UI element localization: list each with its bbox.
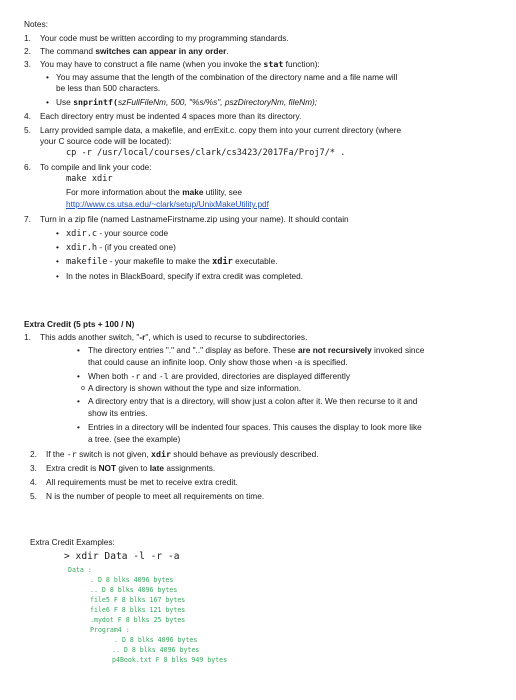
notes-item-5-line-2: your C source code will be located): <box>40 136 172 146</box>
extra-bullet-2: • When both -r and -l are provided, directories are displayed differently <box>77 371 350 381</box>
extra-bullet-1: • The directory entries "." and ".." display as before. These are not recursively invoked since <box>77 345 425 355</box>
notes-item-4 <box>24 111 302 122</box>
extra-item-4 <box>30 477 238 488</box>
notes-item-6 <box>24 162 152 173</box>
output-line: . D 8 blks 4096 bytes <box>90 576 174 584</box>
notes-item-4-number: 4. <box>24 111 31 121</box>
extra-item-3-text: Extra credit is NOT given to late assignments. <box>46 463 216 473</box>
extra-item-4-text: All requirements must be met to receive extra credit. <box>46 477 238 487</box>
notes-item-1 <box>24 33 289 44</box>
extra-item-5 <box>30 491 265 502</box>
extra-item-3-number: 3. <box>30 463 37 473</box>
example-prompt: > xdir Data -l -r -a <box>64 551 180 562</box>
copy-command: cp -r /usr/local/courses/clark/cs3423/2017Fa/Proj7/* . <box>66 148 346 158</box>
extra-bullet-4-line-2: a tree. (see the example) <box>88 434 181 444</box>
notes-item-6-number: 6. <box>24 162 31 172</box>
extra-item-2-text: If the -r switch is not given, xdir should behave as previously described. <box>46 449 319 459</box>
output-line: Program4 : <box>90 626 130 634</box>
output-line: .. D 8 blks 4096 bytes <box>112 646 200 654</box>
notes-item-2-number: 2. <box>24 46 31 56</box>
extra-item-1 <box>24 332 308 343</box>
bullet-icon: • <box>46 72 49 82</box>
notes-item-1-number: 1. <box>24 33 31 43</box>
extra-item-1-text: This adds another switch, "-r", which is used to recurse to subdirectories. <box>40 332 308 342</box>
output-line: .mydot F 8 blks 25 bytes <box>90 616 186 624</box>
notes-item-4-text: Each directory entry must be indented 4 spaces more than its directory. <box>40 111 302 121</box>
extra-item-4-number: 4. <box>30 477 37 487</box>
notes-item-7-number: 7. <box>24 214 31 224</box>
notes-item-3-text: You may have to construct a file name (when you invoke the stat function): <box>40 59 320 69</box>
output-line: Data : <box>68 566 92 574</box>
notes-item-3-number: 3. <box>24 59 31 69</box>
bullet-icon: • <box>77 371 80 381</box>
notes-item-7-bullet-3: • makefile - your makefile to make the xdir executable. <box>56 256 278 267</box>
notes-item-3 <box>24 59 320 70</box>
extra-item-2 <box>30 449 319 460</box>
notes-item-3-bullet-1-line-1: You may assume that the length of the combination of the directory name and a file name will <box>56 72 398 82</box>
make-utility-link[interactable] <box>66 199 269 210</box>
make-info: For more information about the make utility, see <box>66 187 243 197</box>
examples-heading: Extra Credit Examples: <box>30 537 115 547</box>
output-line: . D 8 blks 4096 bytes <box>114 636 198 644</box>
bullet-icon: • <box>56 271 59 281</box>
make-utility-link-text[interactable]: http://www.cs.utsa.edu/~clark/setup/UnixMakeUtility.pdf <box>66 199 269 209</box>
extra-bullet-3: • A directory entry that is a directory, will show just a colon after it. We then recurse to it and <box>77 396 418 406</box>
circle-bullet-icon: o <box>81 385 85 392</box>
notes-item-5-number: 5. <box>24 125 31 135</box>
output-line: p4Book.txt F 8 blks 949 bytes <box>112 656 228 664</box>
bullet-icon: • <box>77 422 80 432</box>
bullet-icon: • <box>56 256 59 266</box>
extra-item-5-text: N is the number of people to meet all requirements on time. <box>46 491 265 501</box>
notes-item-7 <box>24 214 349 225</box>
make-command: make xdir <box>66 174 113 184</box>
bullet-icon: • <box>56 242 59 252</box>
bullet-icon: • <box>77 345 80 355</box>
notes-item-1-text: Your code must be written according to my programming standards. <box>40 33 289 43</box>
output-line: file6 F 8 blks 121 bytes <box>90 606 186 614</box>
notes-item-7-text: Turn in a zip file (named LastnameFirstname.zip using your name). It should contain <box>40 214 349 224</box>
extra-credit-heading: Extra Credit (5 pts + 100 / N) <box>24 319 135 329</box>
extra-item-1-number: 1. <box>24 332 31 342</box>
notes-item-3-bullet-2: • Use snprintf(szFullFileNm, 500, "%s/%s", pszDirectoryNm, fileNm); <box>46 97 318 107</box>
notes-item-3-bullet-1 <box>46 72 398 83</box>
bullet-icon: • <box>56 228 59 238</box>
output-line: .. D 8 blks 4096 bytes <box>90 586 178 594</box>
notes-item-3-bullet-1-line-2: be less than 500 characters. <box>56 83 161 93</box>
notes-item-5 <box>24 125 402 136</box>
notes-item-7-bullet-1: • xdir.c - your source code <box>56 228 169 239</box>
extra-item-2-number: 2. <box>30 449 37 459</box>
notes-item-2-text: The command switches can appear in any order. <box>40 46 229 56</box>
extra-bullet-2-sub: o A directory is shown without the type and size information. <box>81 383 302 393</box>
extra-bullet-4: • Entries in a directory will be indented four spaces. This causes the display to look more like <box>77 422 422 432</box>
extra-item-5-number: 5. <box>30 491 37 501</box>
output-line: file5 F 8 blks 167 bytes <box>90 596 186 604</box>
notes-item-6-text: To compile and link your code: <box>40 162 152 172</box>
bullet-icon: • <box>77 396 80 406</box>
notes-heading: Notes: <box>24 19 48 29</box>
extra-bullet-3-line-2: show its entries. <box>88 408 148 418</box>
extra-item-3 <box>30 463 216 474</box>
bullet-icon: • <box>46 97 49 107</box>
notes-item-7-bullet-2: • xdir.h - (if you created one) <box>56 242 176 253</box>
notes-item-7-bullet-4: • In the notes in BlackBoard, specify if extra credit was completed. <box>56 271 304 281</box>
notes-item-2 <box>24 46 229 57</box>
extra-bullet-1-line-2: that could cause an infinite loop. Only show those when -a is specified. <box>88 357 348 367</box>
notes-item-5-line-1: Larry provided sample data, a makefile, and errExit.c. copy them into your current directory (where <box>40 125 402 135</box>
